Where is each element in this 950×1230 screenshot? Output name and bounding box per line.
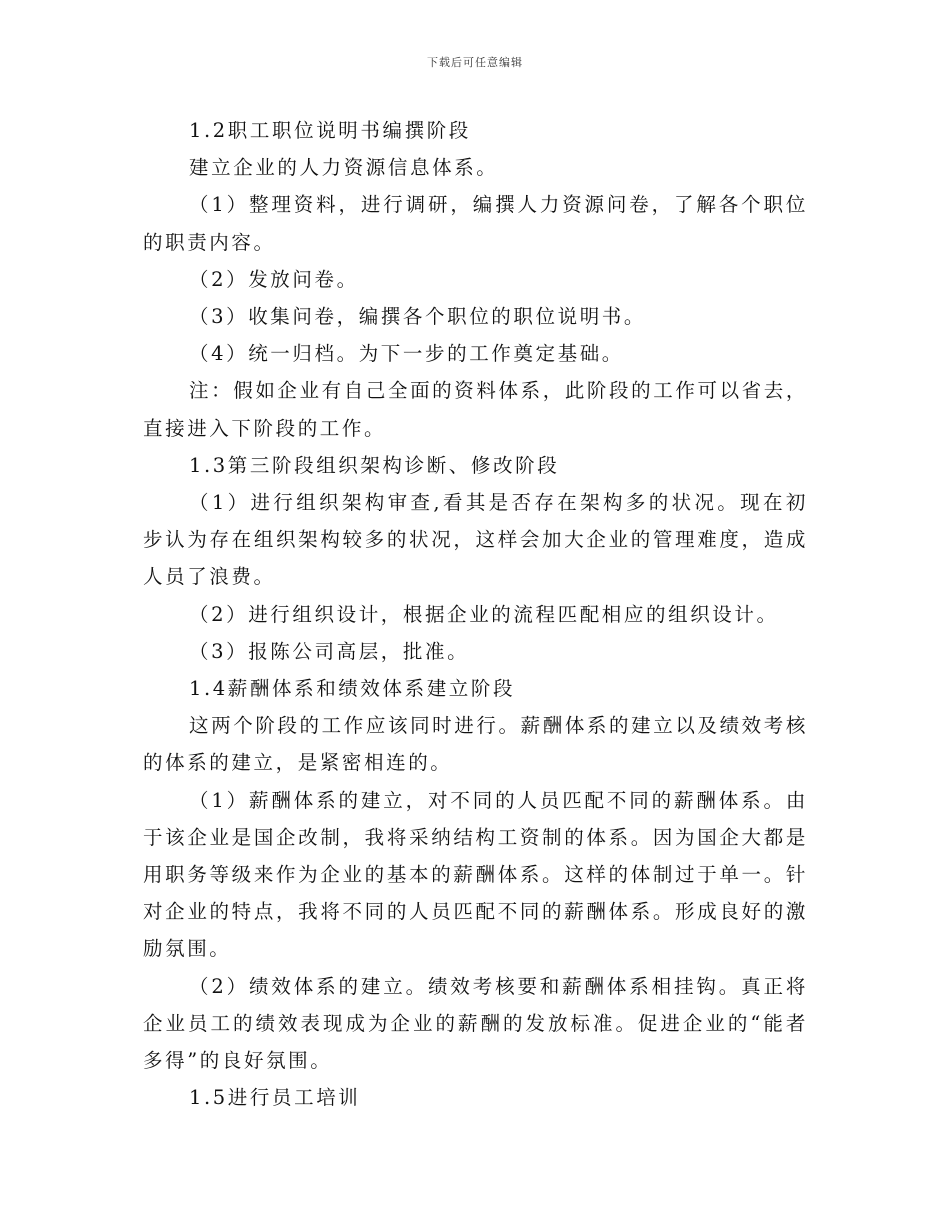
paragraph: 建立企业的人力资源信息体系。 bbox=[189, 156, 499, 180]
list-item: （1）薪酬体系的建立，对不同的人员匹配不同的薪酬体系。由于该企业是国企改制，我将采纳结构工资制的体系。因为国企大都是用职务等级来作为企业的基本的薪酬体系。这样的体制过于单一。针对企业的特点，我将不同的人员匹配不同的薪酬体系。形成良好的激励氛围。 bbox=[143, 788, 808, 961]
list-item: （3）收集问卷，编撰各个职位的职位说明书。 bbox=[189, 305, 647, 329]
page-header: 下载后可任意编辑 bbox=[427, 56, 523, 69]
section-heading-1-5: 1.5进行员工培训 bbox=[189, 1086, 361, 1110]
list-item: （3）报陈公司高层，批准。 bbox=[189, 639, 470, 663]
list-item: （2）绩效体系的建立。绩效考核要和薪酬体系相挂钩。真正将企业员工的绩效表现成为企业的薪酬的发放标准。促进企业的“能者多得”的良好氛围。 bbox=[143, 974, 808, 1073]
section-heading-1-3: 1.3第三阶段组织架构诊断、修改阶段 bbox=[189, 453, 560, 477]
paragraph: 这两个阶段的工作应该同时进行。薪酬体系的建立以及绩效考核的体系的建立，是紧密相连的。 bbox=[143, 714, 808, 775]
document-body bbox=[143, 112, 808, 1116]
list-item: （2）发放问卷。 bbox=[189, 267, 359, 291]
list-item: （2）进行组织设计，根据企业的流程匹配相应的组织设计。 bbox=[189, 602, 779, 626]
list-item: （1）整理资料，进行调研，编撰人力资源问卷，了解各个职位的职责内容。 bbox=[143, 193, 808, 254]
note-paragraph: 注：假如企业有自己全面的资料体系，此阶段的工作可以省去，直接进入下阶段的工作。 bbox=[143, 379, 808, 440]
section-heading-1-4: 1.4薪酬体系和绩效体系建立阶段 bbox=[189, 677, 516, 701]
list-item: （4）统一归档。为下一步的工作奠定基础。 bbox=[189, 342, 624, 366]
section-heading-1-2: 1.2职工职位说明书编撰阶段 bbox=[189, 119, 471, 142]
list-item: （1）进行组织架构审查,看其是否存在架构多的状况。现在初步认为存在组织架构较多的状况，这样会加大企业的管理难度，造成人员了浪费。 bbox=[143, 491, 808, 589]
